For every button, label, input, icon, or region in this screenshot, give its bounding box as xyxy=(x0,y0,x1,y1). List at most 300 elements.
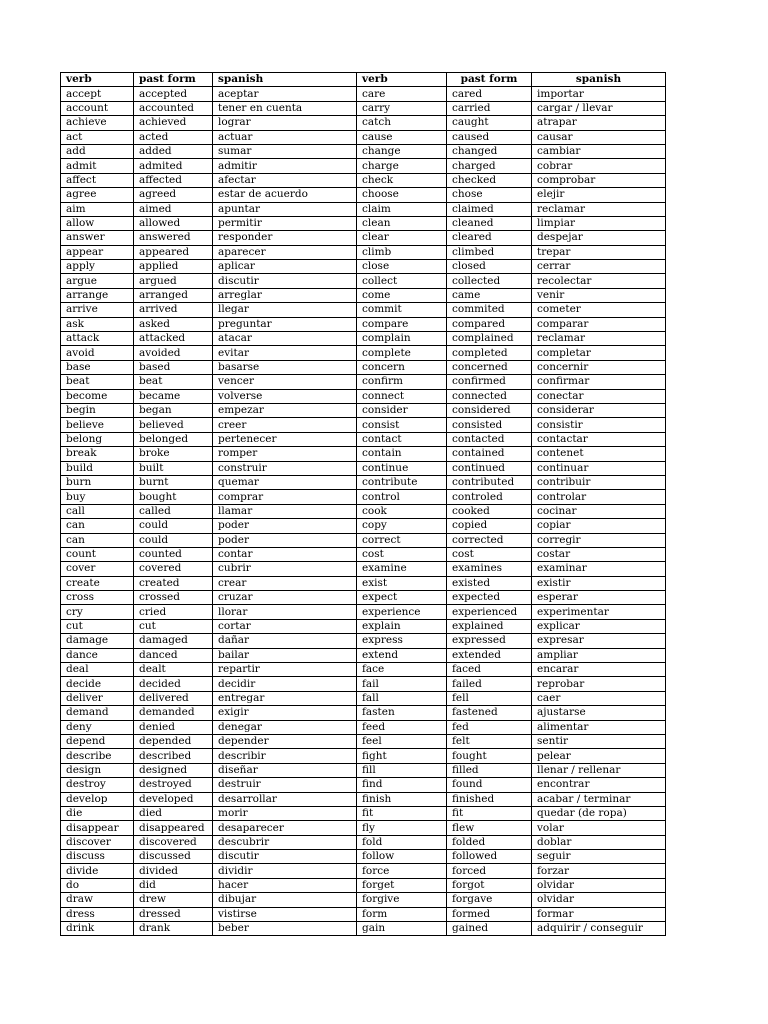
table-row xyxy=(61,778,666,792)
table-row xyxy=(61,605,666,619)
table-row xyxy=(61,447,666,461)
header-row xyxy=(61,73,666,87)
spanish-cell-2: causar xyxy=(532,130,666,144)
past-form-cell: dressed xyxy=(134,907,213,921)
verb-cell-2: fit xyxy=(357,806,447,820)
past-form-cell: depended xyxy=(134,734,213,748)
past-form-cell-2: contained xyxy=(447,447,532,461)
spanish-cell: depender xyxy=(213,734,357,748)
past-form-cell-2: folded xyxy=(447,835,532,849)
table-row xyxy=(61,144,666,158)
verb-cell-2: fly xyxy=(357,821,447,835)
table-row xyxy=(61,202,666,216)
past-form-cell-2: examines xyxy=(447,562,532,576)
spanish-cell-2: comprobar xyxy=(532,173,666,187)
verb-cell: divide xyxy=(61,864,134,878)
verb-cell-2: contact xyxy=(357,432,447,446)
past-form-cell: added xyxy=(134,144,213,158)
verb-cell-2: check xyxy=(357,173,447,187)
past-form-cell: achieved xyxy=(134,116,213,130)
verb-cell: create xyxy=(61,576,134,590)
spanish-cell-2: conectar xyxy=(532,389,666,403)
verb-cell: act xyxy=(61,130,134,144)
header-past-form: past form xyxy=(134,73,213,87)
spanish-cell-2: cerrar xyxy=(532,260,666,274)
past-form-cell: beat xyxy=(134,375,213,389)
past-form-cell: accepted xyxy=(134,87,213,101)
past-form-cell: broke xyxy=(134,447,213,461)
past-form-cell: believed xyxy=(134,418,213,432)
header-spanish-2: spanish xyxy=(532,73,666,87)
past-form-cell-2: fell xyxy=(447,691,532,705)
verb-cell: die xyxy=(61,806,134,820)
past-form-cell: crossed xyxy=(134,591,213,605)
table-row xyxy=(61,116,666,130)
spanish-cell: vencer xyxy=(213,375,357,389)
table-row xyxy=(61,519,666,533)
verb-cell: can xyxy=(61,533,134,547)
past-form-cell: cut xyxy=(134,619,213,633)
table-row xyxy=(61,504,666,518)
past-form-cell-2: complained xyxy=(447,332,532,346)
spanish-cell-2: examinar xyxy=(532,562,666,576)
past-form-cell: developed xyxy=(134,792,213,806)
spanish-cell-2: doblar xyxy=(532,835,666,849)
table-row xyxy=(61,260,666,274)
spanish-cell-2: confirmar xyxy=(532,375,666,389)
verb-cell: do xyxy=(61,878,134,892)
past-form-cell-2: expressed xyxy=(447,634,532,648)
past-form-cell-2: contributed xyxy=(447,475,532,489)
table-row xyxy=(61,303,666,317)
verb-cell-2: correct xyxy=(357,533,447,547)
verb-cell-2: confirm xyxy=(357,375,447,389)
spanish-cell: cruzar xyxy=(213,591,357,605)
past-form-cell: agreed xyxy=(134,188,213,202)
spanish-cell: diseñar xyxy=(213,763,357,777)
past-form-cell: destroyed xyxy=(134,778,213,792)
past-form-cell-2: cleared xyxy=(447,231,532,245)
spanish-cell: hacer xyxy=(213,878,357,892)
past-form-cell: avoided xyxy=(134,346,213,360)
verb-cell-2: gain xyxy=(357,922,447,936)
verb-cell: agree xyxy=(61,188,134,202)
verb-cell-2: climb xyxy=(357,245,447,259)
spanish-cell-2: alimentar xyxy=(532,720,666,734)
verb-cell-2: compare xyxy=(357,317,447,331)
verb-cell-2: claim xyxy=(357,202,447,216)
verb-cell: answer xyxy=(61,231,134,245)
verb-cell-2: cause xyxy=(357,130,447,144)
past-form-cell-2: continued xyxy=(447,461,532,475)
spanish-cell-2: expresar xyxy=(532,634,666,648)
spanish-cell: poder xyxy=(213,519,357,533)
table-row xyxy=(61,101,666,115)
past-form-cell: discovered xyxy=(134,835,213,849)
spanish-cell: poder xyxy=(213,533,357,547)
table-row xyxy=(61,346,666,360)
past-form-cell: attacked xyxy=(134,332,213,346)
past-form-cell-2: existed xyxy=(447,576,532,590)
verb-cell-2: change xyxy=(357,144,447,158)
past-form-cell: damaged xyxy=(134,634,213,648)
verb-cell-2: fold xyxy=(357,835,447,849)
verb-table xyxy=(60,72,666,936)
spanish-cell-2: forzar xyxy=(532,864,666,878)
verb-cell: break xyxy=(61,447,134,461)
verb-cell-2: complete xyxy=(357,346,447,360)
past-form-cell-2: cared xyxy=(447,87,532,101)
verb-cell: base xyxy=(61,360,134,374)
spanish-cell: atacar xyxy=(213,332,357,346)
verb-cell-2: care xyxy=(357,87,447,101)
table-row xyxy=(61,893,666,907)
spanish-cell-2: cambiar xyxy=(532,144,666,158)
verb-cell-2: feed xyxy=(357,720,447,734)
verb-cell: cover xyxy=(61,562,134,576)
spanish-cell-2: importar xyxy=(532,87,666,101)
header-spanish: spanish xyxy=(213,73,357,87)
past-form-cell-2: considered xyxy=(447,403,532,417)
past-form-cell-2: charged xyxy=(447,159,532,173)
verb-cell-2: exist xyxy=(357,576,447,590)
spanish-cell: comprar xyxy=(213,490,357,504)
past-form-cell: argued xyxy=(134,274,213,288)
past-form-cell: dealt xyxy=(134,663,213,677)
past-form-cell-2: finished xyxy=(447,792,532,806)
past-form-cell-2: fit xyxy=(447,806,532,820)
past-form-cell-2: flew xyxy=(447,821,532,835)
spanish-cell: responder xyxy=(213,231,357,245)
verb-cell: discover xyxy=(61,835,134,849)
table-row xyxy=(61,922,666,936)
verb-cell: call xyxy=(61,504,134,518)
spanish-cell-2: venir xyxy=(532,288,666,302)
verb-cell: appear xyxy=(61,245,134,259)
table-row xyxy=(61,734,666,748)
verb-cell: ask xyxy=(61,317,134,331)
spanish-cell-2: trepar xyxy=(532,245,666,259)
verb-cell: deal xyxy=(61,663,134,677)
table-row xyxy=(61,533,666,547)
verb-cell-2: force xyxy=(357,864,447,878)
spanish-cell-2: esperar xyxy=(532,591,666,605)
spanish-cell-2: copiar xyxy=(532,519,666,533)
past-form-cell-2: compared xyxy=(447,317,532,331)
verb-cell-2: extend xyxy=(357,648,447,662)
spanish-cell: llorar xyxy=(213,605,357,619)
verb-cell: describe xyxy=(61,749,134,763)
past-form-cell: drew xyxy=(134,893,213,907)
verb-cell-2: concern xyxy=(357,360,447,374)
verb-cell-2: forget xyxy=(357,878,447,892)
verb-cell: aim xyxy=(61,202,134,216)
verb-cell: add xyxy=(61,144,134,158)
verb-cell-2: expect xyxy=(357,591,447,605)
verb-cell-2: examine xyxy=(357,562,447,576)
verb-cell-2: come xyxy=(357,288,447,302)
verb-cell: cross xyxy=(61,591,134,605)
verb-cell: build xyxy=(61,461,134,475)
past-form-cell-2: connected xyxy=(447,389,532,403)
verb-cell-2: fill xyxy=(357,763,447,777)
past-form-cell: asked xyxy=(134,317,213,331)
spanish-cell-2: volar xyxy=(532,821,666,835)
spanish-cell: basarse xyxy=(213,360,357,374)
verb-cell-2: forgive xyxy=(357,893,447,907)
past-form-cell-2: corrected xyxy=(447,533,532,547)
verb-cell-2: carry xyxy=(357,101,447,115)
verb-cell-2: cost xyxy=(357,547,447,561)
past-form-cell-2: checked xyxy=(447,173,532,187)
past-form-cell: died xyxy=(134,806,213,820)
table-row xyxy=(61,159,666,173)
table-row xyxy=(61,360,666,374)
verb-cell: affect xyxy=(61,173,134,187)
past-form-cell: did xyxy=(134,878,213,892)
past-form-cell-2: felt xyxy=(447,734,532,748)
past-form-cell-2: collected xyxy=(447,274,532,288)
spanish-cell: construir xyxy=(213,461,357,475)
past-form-cell-2: explained xyxy=(447,619,532,633)
table-row xyxy=(61,619,666,633)
past-form-cell: counted xyxy=(134,547,213,561)
table-row xyxy=(61,274,666,288)
spanish-cell: quemar xyxy=(213,475,357,489)
spanish-cell: arreglar xyxy=(213,288,357,302)
past-form-cell-2: forced xyxy=(447,864,532,878)
verb-cell: allow xyxy=(61,216,134,230)
past-form-cell-2: fought xyxy=(447,749,532,763)
spanish-cell-2: continuar xyxy=(532,461,666,475)
verb-cell: damage xyxy=(61,634,134,648)
table-row xyxy=(61,706,666,720)
spanish-cell-2: seguir xyxy=(532,850,666,864)
spanish-cell: denegar xyxy=(213,720,357,734)
verb-cell: decide xyxy=(61,677,134,691)
spanish-cell-2: recolectar xyxy=(532,274,666,288)
spanish-cell-2: completar xyxy=(532,346,666,360)
spanish-cell-2: costar xyxy=(532,547,666,561)
spanish-cell: beber xyxy=(213,922,357,936)
verb-cell: count xyxy=(61,547,134,561)
verb-cell: attack xyxy=(61,332,134,346)
verb-cell: buy xyxy=(61,490,134,504)
past-form-cell: became xyxy=(134,389,213,403)
past-form-cell-2: carried xyxy=(447,101,532,115)
spanish-cell: entregar xyxy=(213,691,357,705)
spanish-cell: cortar xyxy=(213,619,357,633)
verb-cell: avoid xyxy=(61,346,134,360)
spanish-cell: crear xyxy=(213,576,357,590)
verb-cell-2: finish xyxy=(357,792,447,806)
past-form-cell-2: controled xyxy=(447,490,532,504)
table-row xyxy=(61,792,666,806)
spanish-cell: tener en cuenta xyxy=(213,101,357,115)
past-form-cell-2: fed xyxy=(447,720,532,734)
past-form-cell: discussed xyxy=(134,850,213,864)
spanish-cell: descubrir xyxy=(213,835,357,849)
spanish-cell-2: pelear xyxy=(532,749,666,763)
verb-cell: develop xyxy=(61,792,134,806)
table-row xyxy=(61,648,666,662)
table-row xyxy=(61,720,666,734)
verb-cell-2: consider xyxy=(357,403,447,417)
spanish-cell-2: quedar (de ropa) xyxy=(532,806,666,820)
table-row xyxy=(61,216,666,230)
table-row xyxy=(61,432,666,446)
verb-cell: arrive xyxy=(61,303,134,317)
spanish-cell-2: controlar xyxy=(532,490,666,504)
table-row xyxy=(61,749,666,763)
past-form-cell: acted xyxy=(134,130,213,144)
spanish-cell: discutir xyxy=(213,850,357,864)
spanish-cell: desarrollar xyxy=(213,792,357,806)
past-form-cell-2: contacted xyxy=(447,432,532,446)
spanish-cell: aparecer xyxy=(213,245,357,259)
spanish-cell-2: encarar xyxy=(532,663,666,677)
verb-cell-2: follow xyxy=(357,850,447,864)
past-form-cell-2: completed xyxy=(447,346,532,360)
verb-cell-2: contain xyxy=(357,447,447,461)
spanish-cell-2: concernir xyxy=(532,360,666,374)
verb-cell: admit xyxy=(61,159,134,173)
table-row xyxy=(61,389,666,403)
spanish-cell-2: sentir xyxy=(532,734,666,748)
past-form-cell: decided xyxy=(134,677,213,691)
past-form-cell-2: came xyxy=(447,288,532,302)
table-row xyxy=(61,835,666,849)
table-row xyxy=(61,490,666,504)
table-row xyxy=(61,130,666,144)
past-form-cell: began xyxy=(134,403,213,417)
past-form-cell: covered xyxy=(134,562,213,576)
table-row xyxy=(61,663,666,677)
verb-cell-2: find xyxy=(357,778,447,792)
spanish-cell: dividir xyxy=(213,864,357,878)
table-row xyxy=(61,691,666,705)
past-form-cell-2: cost xyxy=(447,547,532,561)
spanish-cell-2: llenar / rellenar xyxy=(532,763,666,777)
verb-cell-2: choose xyxy=(357,188,447,202)
spanish-cell-2: consistir xyxy=(532,418,666,432)
verb-cell-2: catch xyxy=(357,116,447,130)
spanish-cell-2: explicar xyxy=(532,619,666,633)
spanish-cell: llegar xyxy=(213,303,357,317)
spanish-cell: afectar xyxy=(213,173,357,187)
spanish-cell-2: acabar / terminar xyxy=(532,792,666,806)
verb-cell-2: collect xyxy=(357,274,447,288)
past-form-cell-2: caught xyxy=(447,116,532,130)
spanish-cell: dañar xyxy=(213,634,357,648)
verb-cell: beat xyxy=(61,375,134,389)
past-form-cell-2: claimed xyxy=(447,202,532,216)
spanish-cell: morir xyxy=(213,806,357,820)
table-row xyxy=(61,317,666,331)
spanish-cell-2: contactar xyxy=(532,432,666,446)
past-form-cell-2: caused xyxy=(447,130,532,144)
verb-cell-2: control xyxy=(357,490,447,504)
verb-cell: arrange xyxy=(61,288,134,302)
verb-cell-2: fight xyxy=(357,749,447,763)
past-form-cell: designed xyxy=(134,763,213,777)
past-form-cell-2: extended xyxy=(447,648,532,662)
verb-cell: burn xyxy=(61,475,134,489)
verb-cell: achieve xyxy=(61,116,134,130)
spanish-cell-2: formar xyxy=(532,907,666,921)
past-form-cell: could xyxy=(134,533,213,547)
spanish-cell: llamar xyxy=(213,504,357,518)
spanish-cell: permitir xyxy=(213,216,357,230)
table-row xyxy=(61,576,666,590)
verb-cell: dance xyxy=(61,648,134,662)
verb-cell: argue xyxy=(61,274,134,288)
past-form-cell: accounted xyxy=(134,101,213,115)
past-form-cell: called xyxy=(134,504,213,518)
spanish-cell: estar de acuerdo xyxy=(213,188,357,202)
table-row xyxy=(61,907,666,921)
spanish-cell-2: olvidar xyxy=(532,878,666,892)
verb-cell-2: contribute xyxy=(357,475,447,489)
verb-cell: deliver xyxy=(61,691,134,705)
spanish-cell: bailar xyxy=(213,648,357,662)
past-form-cell: arranged xyxy=(134,288,213,302)
table-row xyxy=(61,763,666,777)
spanish-cell: lograr xyxy=(213,116,357,130)
spanish-cell-2: ampliar xyxy=(532,648,666,662)
verb-cell-2: fail xyxy=(357,677,447,691)
header-verb-2: verb xyxy=(357,73,447,87)
spanish-cell: volverse xyxy=(213,389,357,403)
past-form-cell: cried xyxy=(134,605,213,619)
past-form-cell-2: gained xyxy=(447,922,532,936)
spanish-cell: exigir xyxy=(213,706,357,720)
past-form-cell: demanded xyxy=(134,706,213,720)
spanish-cell: creer xyxy=(213,418,357,432)
past-form-cell-2: failed xyxy=(447,677,532,691)
table-row xyxy=(61,375,666,389)
verb-cell-2: experience xyxy=(357,605,447,619)
past-form-cell-2: forgot xyxy=(447,878,532,892)
past-form-cell: aimed xyxy=(134,202,213,216)
spanish-cell-2: cobrar xyxy=(532,159,666,173)
spanish-cell-2: limpiar xyxy=(532,216,666,230)
verb-cell: accept xyxy=(61,87,134,101)
verb-cell: demand xyxy=(61,706,134,720)
spanish-cell: empezar xyxy=(213,403,357,417)
table-row xyxy=(61,878,666,892)
past-form-cell-2: formed xyxy=(447,907,532,921)
past-form-cell: drank xyxy=(134,922,213,936)
verb-cell: depend xyxy=(61,734,134,748)
table-row xyxy=(61,418,666,432)
past-form-cell: based xyxy=(134,360,213,374)
spanish-cell: describir xyxy=(213,749,357,763)
spanish-cell-2: elejir xyxy=(532,188,666,202)
verb-cell: draw xyxy=(61,893,134,907)
spanish-cell-2: cometer xyxy=(532,303,666,317)
verb-cell: account xyxy=(61,101,134,115)
verb-cell-2: clean xyxy=(357,216,447,230)
verb-cell: dress xyxy=(61,907,134,921)
past-form-cell: admited xyxy=(134,159,213,173)
past-form-cell: built xyxy=(134,461,213,475)
spanish-cell: cubrir xyxy=(213,562,357,576)
header-verb: verb xyxy=(61,73,134,87)
spanish-cell: romper xyxy=(213,447,357,461)
table-row xyxy=(61,634,666,648)
past-form-cell: answered xyxy=(134,231,213,245)
